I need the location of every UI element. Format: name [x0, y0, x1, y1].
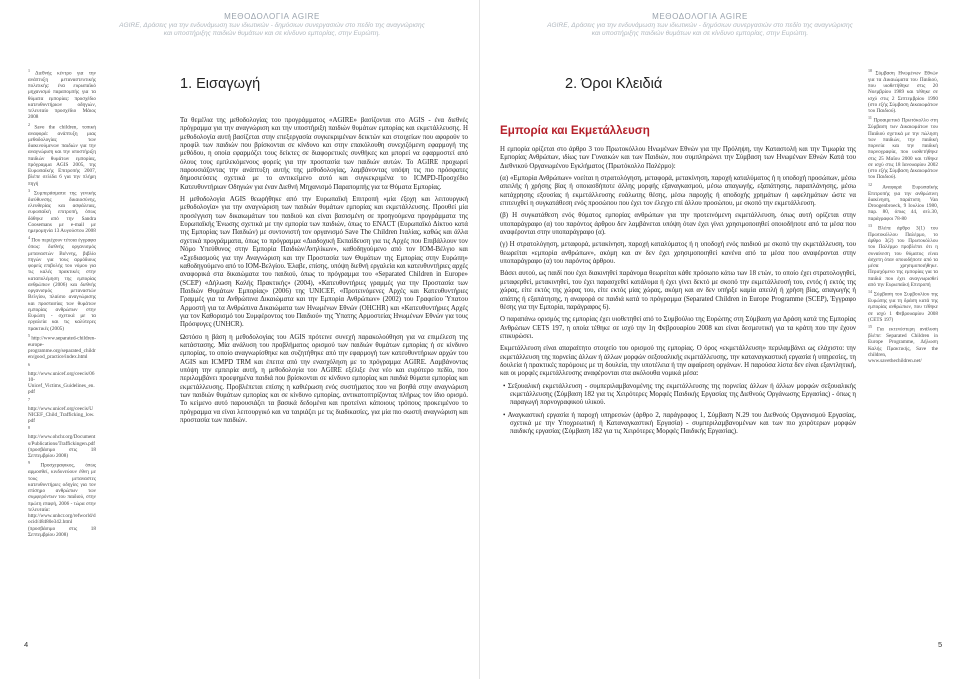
footnote-link[interactable]: $^7$ http://www.unicef.org/ceecis/UNICEF_Child_Trafficking_low.pdf: [28, 396, 95, 425]
paragraph: Η μεθοδολογία AGIS θεωρήθηκε από την Ευρωπαϊκή Επιτροπή «μία έξοχη και λειτουργική μεθοδολογία» για την αναγνώριση των παιδιών θυμάτων εμπορίας και εκμετάλλευσης. Προυθεί μία προσέγγιση των δικαιωμάτων του παιδιού και είναι βασισμένη σε προηγούμενα προγράμματα της Ευρωπαϊκής Ένωσης σχετικά με την εμπορία των παιδιών, όπως το ENACT (Ευρωπαϊκό Δίκτυο κατά της Εμπορίας των Παιδιών) με συντονιστή τον οργανισμό Save The Children Ιταλίας, καθώς και άλλα σχετικά προγράμματα, όπως το πρόγραμμα «Διαδοχική Εκπαίδευση για τις Αρχές που Επιβάλλουν τον Νόμο Υπεύθυνος στην Εμπορία Παιδιών/Ανηλίκων», καθοδηγούμενο από τον ΙΟΜ-Βέλγιο και «Σχεδιασμούς για την Αναγνώριση και την Προστασία των Θυμάτων της Εμπορίας στην Ευρώπη» καθοδηγούμενο από το ΙΟΜ-Βελγίου. Έλαβε, επίσης, υπόψη διεθνή εργαλεία και κατευθυντήριες αρχές αναφορικά στα δικαιώματα του παιδιού, όπως το πρόγραμμα του «Separated Children in Europe» (SCEP) «Δήλωση Καλής Πρακτικής» (2004), «Κατευθυντήριες γραμμές για την Προστασία των Παιδιών Θυμάτων Εμπορίας» (2006) της UNICEF, «Προτεινόμενες Αρχές και Κατευθυντήριες Γραμμές για τα Ανθρώπινα Δικαιώματα και την Εμπορία Ανθρώπων» (2002) του Γραφείου Ύπατου Αρμοστή για τα Ανθρώπινα Δικαιώματα των Ηνωμένων Εθνών (OHCHR) και «Κατευθυντήριες Αρχές για τον Καθορισμό του Συμφέροντος του Παιδιού» της Ύπατης Αρμοστείας Ηνωμένων Εθνών για τους Πρόσφυγες (UNHCR).: [180, 196, 468, 329]
footnote-link[interactable]: $^5$ http://www.separated-children-europe-programme.org/separated_children/good_practice/index.html: [28, 332, 96, 361]
body-text: [180, 117, 468, 429]
header-subtitle-line1: AGIRE, Δράσεις για την ενδυνάμωση των ιδιωτικών - δημόσιων συνεργασιών στο πεδίο της αναγνώρισης: [547, 22, 853, 29]
footnote: $^{10}$ Σύμβαση Ηνωμένων Εθνών για τα Δικαιώματα του Παιδιού, που υιοθετήθηκε στις 20 Νοεμβρίου 1989 και τέθηκε σε ισχύ στις 2 Σεπτεμβρίου 1990 (στο εξής Σύμβαση Δικαιωμάτων του Παιδιού).: [868, 68, 938, 115]
footnote: $^2$ Save the children, τοπική αναφορά: ανάπτυξη μιας μεθοδολογίας των διακινούμενων παιδιών για την αναγνώριση και την υποστήριξη παιδιών θυμάτων εμπορίας, πρόγραμμα AGIS 2005, της Ευρωπαϊκής Επιτροπής 2007, βλέπε σελίδα 6 για την πλήρη πηγή: [28, 121, 96, 187]
header-subtitle-line2: και υποστήριξης παιδιών θυμάτων και σε κίνδυνο εμπορίας, στην Ευρώπη.: [591, 30, 809, 37]
page-number: 4: [24, 640, 29, 649]
intro-paragraph: Η εμπορία ορίζεται στο άρθρο 3 του Πρωτοκόλλου Ηνωμένων Εθνών για την Πρόληψη, την Καταστολή και την Τιμωρία της Εμπορίας Ανθρώπων, ιδίως των Γυναικών και των Παιδιών, που συμπληρώνει την Σύμβαση των Ηνωμένων Εθνών Κατά του Διεθνικού Οργανωμένου Εγκλήματος (Πρωτόκολλο Παλέρμο):: [500, 146, 856, 170]
paragraph: Ωστόσο η βάση η μεθοδολογίας του AGIS πρότεινε συνεχή παρακολούθηση για να επιμέλεση της κατάστασης. Μία ανάλυση του προβλήματος ορισμού των παιδιών θυμάτων εμπορίας ή σε κίνδυνο εμπορίας, το οποίο αναγνωρίσθηκε και συζητήθηκε από την εφαρμογή των κατευθυντήριων αρχών του AGIS και ICMPD TRM και έπειτα από την ενασχόληση με το πρόγραμμα AGIRE. Λαμβάνοντας υπόψη την εμπειρία αυτή, η μεθοδολογία του AGIRE εξέλιξε ένα νέο και ευρύτερο πεδίο, που περιλαμβάνει προεφημένα παιδιά που βρίσκονται σε κίνδυνο εμπορίας και παιδιά θύματα εμπορίας και εκμετάλλευσης. Προβλέπεται επίσης η καθιέρωση ενός συστήματος που να βοηθά στην αναγνώριση των παιδιών θυμάτων εμπορίας και σε κίνδυνο εμπορίας, αντικατοπτρίζοντας πλήρως τον ίδιο ορισμό. Το κείμενο αυτό παρουσιάζει τα βασικά δεδομένα και προτείνει κάποιους τρόπους προκειμένου το πρόγραμμα να είναι λειτουργικό και να ταιριάζει με τις διαδικασίες, για μία πιο σωστή αναγνώριση και προστασία των παιδιών.: [180, 333, 468, 425]
footnote-link[interactable]: $^8$ http://www.ohchr.org/Documents/Publications/Traffickingen.pdf (προσβάσιμο στις 18 Σεπτεμβρίου 2008): [28, 425, 96, 460]
paragraph: (β) Η συγκατάθεση ενός θύματος εμπορίας ανθρώπων για την προτεινόμενη εκμετάλλευση, όπως αυτή ορίζεται στην υποπαράγραφο (α) του παρόντος άρθρου δεν λαμβάνεται υπόψη όταν έχει γίνει χρησιμοποιηθεί οποιοδήποτε από τα μέσα που αναφέρονται στην υποπαράγραφο (α).: [500, 212, 856, 237]
footnote-link[interactable]: $^{15}$ Για εκτενέστερη ανάλυση βλέπε: Separated Children in Europe Programme, Δήλωση Καλής Πρακτικής, Save the children, www.savethechildren.net/: [868, 324, 938, 365]
footnote: $^{14}$ Σύμβαση του Συμβουλίου της Ευρώπης για τη δράση κατά της εμπορίας ανθρώπων, που τέθηκε σε ισχύ 1 Φεβρουαρίου 2008 (CETS 197): [868, 289, 938, 323]
subsection-title: Εμπορία και Εκμετάλλευση: [500, 124, 650, 137]
header-subtitle-line1: AGIRE, Δράσεις για την ενδυνάμωση των ιδιωτικών - δημόσιων συνεργασιών στο πεδίο της αναγνώρισης: [119, 22, 425, 29]
header-subtitle-line2: και υποστήριξης παιδιών θυμάτων και σε κίνδυνο εμπορίας, στην Ευρώπη.: [163, 30, 381, 37]
header-title: ΜΕΘΟΔΟΛΟΓΙΑ AGIRE: [224, 12, 320, 21]
header-title: ΜΕΘΟΔΟΛΟΓΙΑ AGIRE: [652, 12, 748, 21]
footnote: $^9$ Προσχεραφικος, όπως αρμοσθεί, κινδυνεύουν έθνη με τους μεταναστες κατευθυντήριες οδηγίες για τον επίσημο ανθρώπων των συμφερόντων του παιδιού, στην πρώτη επαφή, 2006 - τώρα στην τελευταία: http://www.unhcr.org/refworld/docid/48480e342.html (προσβάσιμο στις 18 Σεπτεμβρίου 2008): [28, 460, 96, 538]
footnote-link[interactable]: $^6$ http://www.unicef.org/ceecis/0610-Unicef_Victims_Guidelines_en.pdf: [28, 361, 95, 396]
footnotes-column: [28, 68, 96, 643]
paragraph: (α) «Εμπορία Ανθρώπων» νοείται η στρατολόγηση, μεταφορά, μετακίνηση, παροχή καταλύματος ή η υποδοχή προσώπων, μέσω απειλής ή χρήσης βίας ή οποιασδήποτε άλλης μορφής εξαναγκασμού, μέσω απαγωγής, εξαπάτησης, παραπλάνησης, μέσω κατάχρησης εξουσίας ή εκμετάλλευσης ευάλωτης θέσης, μέσω παροχής ή αποδοχής χρημάτων ή ωφελημάτων ώστε να επιτευχθεί η συγκατάθεση ενός προσώπου που έχει τον έλεγχο επί άλλου προσώπου, με σκοπό την εκμετάλλευση.: [500, 175, 856, 208]
footnote: $^1$ Διεθνής κέντρο για την ανάπτυξη μεταναστευτικής πολιτικής: ένα ευρωπαϊκό μηχανισμό παραπομπής για τα θύματα εμπορίας: προσχέδιο κατευθυντήριων οδηγιών, τελευταίο προσχέδιο Μάιος 2008: [28, 68, 96, 121]
paragraph: (γ) Η στρατολόγηση, μεταφορά, μετακίνηση, παροχή καταλύματος ή η υποδοχή ενός παιδιού με σκοπό την εκμετάλλευση, του θεωρείται «εμπορία ανθρώπων», ακόμη και αν δεν έχει χρησιμοποιηθεί κανένα από τα μέσα που αναφέρονται στην υποπαράγραφο (α) του παρόντος άρθρου.: [500, 241, 856, 266]
section-title: 2. Όροι Κλειδιά: [565, 76, 663, 92]
footnote: $^3$ Συμπεράσματα της γενικής διεύθυνσης δικαιοσύνης, ελευθερίας και ασφάλειας, ευρωπαϊκή επιτροπή, όπως δόθηκε από την Sandra Coosemans με e-mail με ημερομηνία 13 Αυγούστου 2008: [28, 187, 96, 235]
section-title: 1. Εισαγωγή: [180, 76, 261, 92]
paragraph: Ο παραπάνω ορισμός της εμπορίας έχει υιοθετηθεί από το Συμβούλιο της Ευρώπης στη Σύμβαση για Δράση κατά της Εμπορίας Ανθρώπων CETS 197, η οποία τέθηκε σε ισχύ την 1η Φεβρουαρίου 2008 και είναι δεσμευτική για τα κράτη που την έχουν επικυρώσει.: [500, 316, 856, 340]
footnote: $^{13}$ Βλέπε άρθρο 3(1) του Πρωτοκόλλου Παλέρμο, το άρθρο 3(2) του Πρωτοκόλλου του Παλέρμο προβλέπει ότι η συναίνεση του θύματος είναι άσχετη όταν οποιοδήποτε από τα μέσα χρησιμοποιήθηκε. Περιεχόμενο της εμπορίας για τα παιδιά που έχει αναγνωρισθεί από την Ευρωπαϊκή Επιτροπή: [868, 222, 938, 288]
body-text: [500, 146, 856, 441]
right-page: [480, 0, 960, 679]
page-header: [500, 12, 900, 38]
paragraph: Τα θεμέλια της μεθοδολογίας του προγράμματος «AGIRE» βασίζονται στο AGIS - ένα διεθνές πρόγραμμα για την αναγνώριση και την υποστήριξη παιδιών θυμάτων εμπορίας και εκμετάλλευσης. Η μεθοδολογία αυτή βασίζεται στην επεξεργασία συγκεκριμένων δεικτών και στοιχείων που αφορούν το προφίλ των παιδιών που βρίσκονται σε κίνδυνο και στην επακόλουθη συνεχιζόμενη εφαρμογή της μεθόδου, η οποία εφαρμόζει τους δείκτες σε διαφορετικές συνθήκες και μπορεί να εφαρμοστεί από όλους τους εμπλεκόμενους φορείς για την προστασία των παιδιών αυτών. Το AGIRE προχωρεί παρουσιάζοντας την ανάπτυξη αυτής της μεθοδολογίας, λαμβάνοντας υπόψη τις πιο πρόσφατες δημοσιεύσεις σχετικά με το αντικείμενο αυτό και συγκεκριμένα το ICMPD-Προσχέδιο Κατευθυντήριων Οδηγιών για έναν Διεθνή Μηχανισμό Παραπομπής για τα Θύματα Εμπορίας.: [180, 117, 468, 191]
page-number: 5: [938, 640, 943, 649]
footnote: $^{12}$ Αναφορά Ευρωπαϊκής Επιτροπής για την ανθρώπινη διακίνηση, παράτυπη Van Droogenbroeck, 9 Ιουλίου 1980, παρ. 80, όπως 44, σελ.30, παράγραφοι 78-80: [868, 181, 938, 222]
footnotes-column: [868, 68, 938, 643]
footnote: $^4$ Που περιέχουν τέτοια έγγραφα όπως: διεθνής οργανισμός μεταναστών Βιέννης, βιβλίο πηγών για τους αρμόδιους φορείς επιβολής του νόμου για τις καλές πρακτικές στην καταπολέμηση της εμπορίας ανθρώπων (2006) και διεθνής οργανισμός μεταναστών Βελγίου, πλαίσιο αναγνώρισης και προστασίας των θυμάτων εμπορίας ανθρώπων στην Ευρώπη - σχετικά με τα εργαλεία και τις καλύτερες πρακτικές (2005): [28, 235, 96, 332]
bullet-item: • Σεξουαλική εκμετάλλευση - συμπεριλαμβανομένης της εκμετάλλευσης της πορνείας άλλων ή άλλων μορφών σεξουαλικής εκμετάλλευσης (Σύμβαση 182 για τις Χειρότερες Μορφές Παιδικής Εργασίας της Διεθνούς Οργάνωσης Εργασίας) - όπως η παραγωγή πορνογραφικού υλικού.: [503, 382, 856, 407]
paragraph: Εκμετάλλευση είναι απαραίτητο στοιχείο του ορισμού της εμπορίας. Ο όρος «εκμετάλλευση» περιλαμβάνει ως ελάχιστο: την εκμετάλλευση της πορνείας άλλων ή άλλων μορφών σεξουαλικής εκμετάλλευσης, την καταναγκαστική εργασία ή υπηρεσίες, τη δουλεία ή πρακτικές παρόμοιες με τη δουλεία, την υποτέλεια ή την αφαίρεση οργάνων. Η παρούσα λίστα δεν είναι εξαντλητική, και οι μορφές εκμετάλλευσης αναφέρονται στα ακόλουθα νομικά μέσα:: [500, 345, 856, 378]
paragraph: Βάσει αυτού, ως παιδί που έχει διακινηθεί παράνομα θεωρείται κάθε πρόσωπο κάτω των 18 ετών, το οποίο έχει στρατολογηθεί, μεταφερθεί, μετακινηθεί, του έχει παρασχεθεί κατάλυμα ή έχει γίνει δεκτό με σκοπό την εκμετάλλευσή του, εντός ή εκτός της χώρας, είτε εκτός της χώρας του, είτε εκτός μίας χώρας, ακόμη και αν δεν υπήρξε καμία απειλή ή χρήση βίας, απαγωγής ή απάτης ή εξαπάτησης, η αναφορά σε παιδιά κατά το πρόγραμμα (Separated Children in Europe Programme (SCEP), Έγγραφο θέσης για την Εμπορία, παράγραφος 6).: [500, 270, 856, 311]
page-header: [72, 12, 472, 38]
bullet-item: • Αναγκαστική εργασία ή παροχή υπηρεσιών (άρθρο 2, παράγραφος 1, Σύμβαση Ν.29 του Διεθνούς Οργανισμού Εργασίας, σχετικά με την Υποχρεωτική ή Καταναγκαστική Εργασία) - συμπεριλαμβανομένων και των πιο χειρότερων μορφών παιδικής εργασίας (Σύμβαση 182 για τις Χειρότερες Μορφές Παιδικής Εργασίας).: [503, 411, 856, 436]
footnote: $^{11}$ Προαιρετικό Πρωτόκολλο στη Σύμβαση των Δικαιωμάτων του Παιδιού σχετικά με την πώληση των παιδιών, την παιδική πορνεία και την παιδική πορνογραφία, που υιοθετήθηκε στις 25 Μαΐου 2000 και τέθηκε σε ισχύ στις 18 Ιανουαρίου 2002 (στο εξής Σύμβαση Δικαιωμάτων του Παιδιού).: [868, 115, 938, 181]
